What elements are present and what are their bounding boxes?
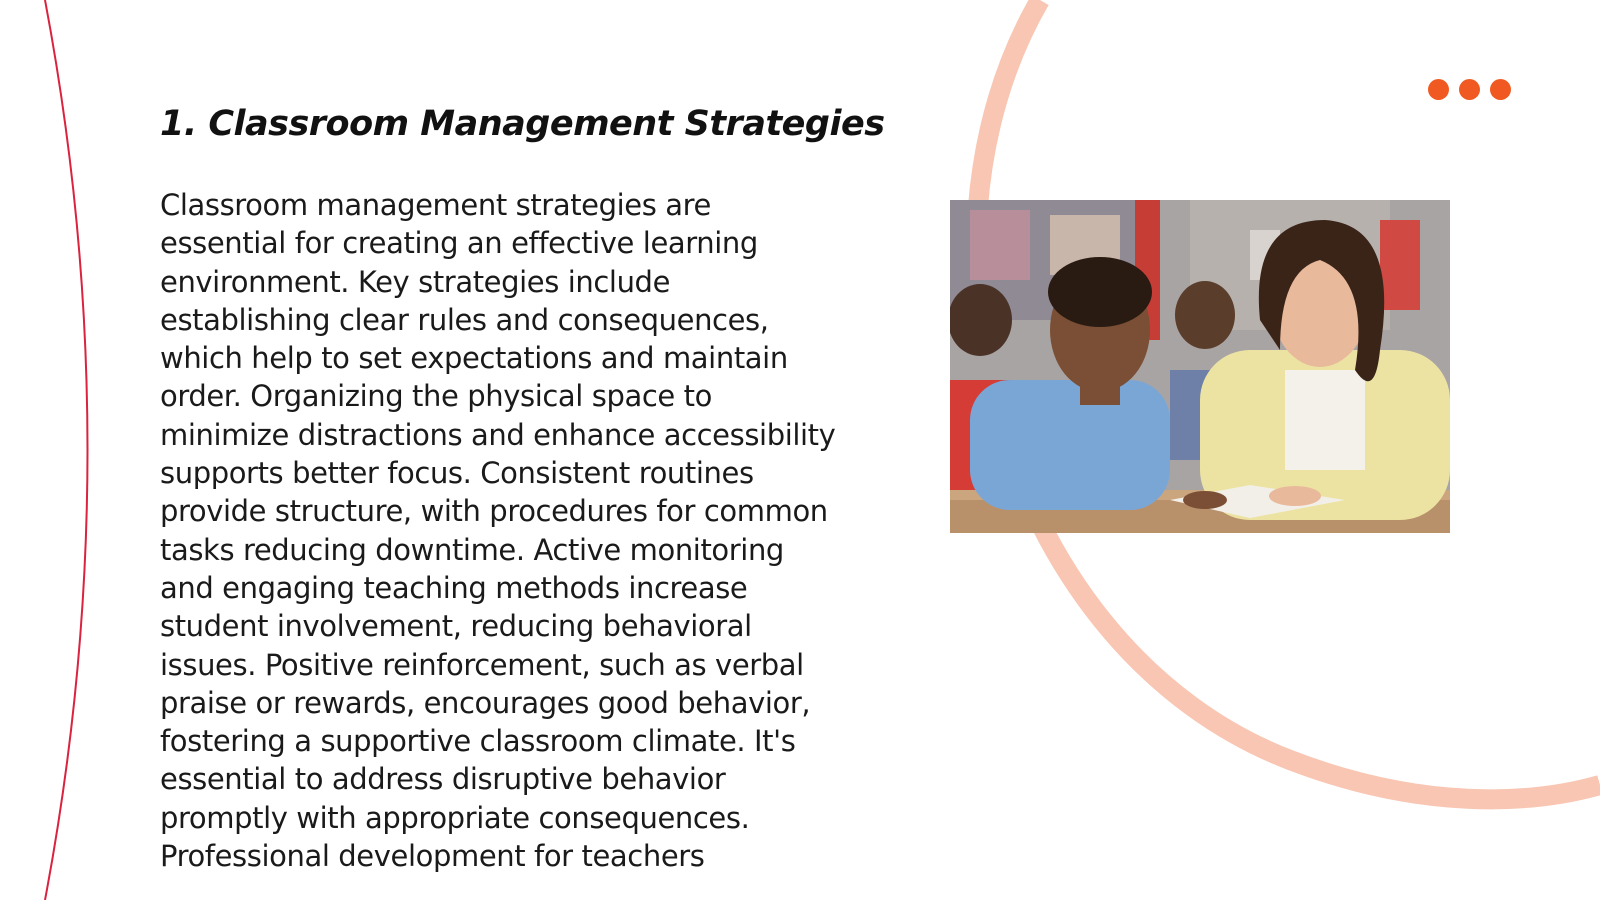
left-curve-line <box>45 0 88 900</box>
dot-3 <box>1490 79 1511 100</box>
dot-1 <box>1428 79 1449 100</box>
classroom-teacher-student-photo <box>950 200 1450 533</box>
slide-title: 1. Classroom Management Strategies <box>160 104 885 144</box>
slide-body-text: Classroom management strategies are essential for creating an effective learning environment. Key strategies include establishing clear rules and consequences, which help to set expectations and maintain order. Organizing the physical space to minimize distractions and enhance accessibility supports better focus. Consistent routines provide structure, with procedures for common tasks reducing downtime. Active monitoring and engaging teaching methods increase student involvement, reducing behavioral issues. Positive reinforcement, such as verbal praise or rewards, encourages good behavior, fostering a supportive classroom climate. It's essential to address disruptive behavior promptly with appropriate consequences. Professional development for teachers <box>160 188 836 874</box>
decorative-dots <box>1428 79 1511 100</box>
dot-2 <box>1459 79 1480 100</box>
